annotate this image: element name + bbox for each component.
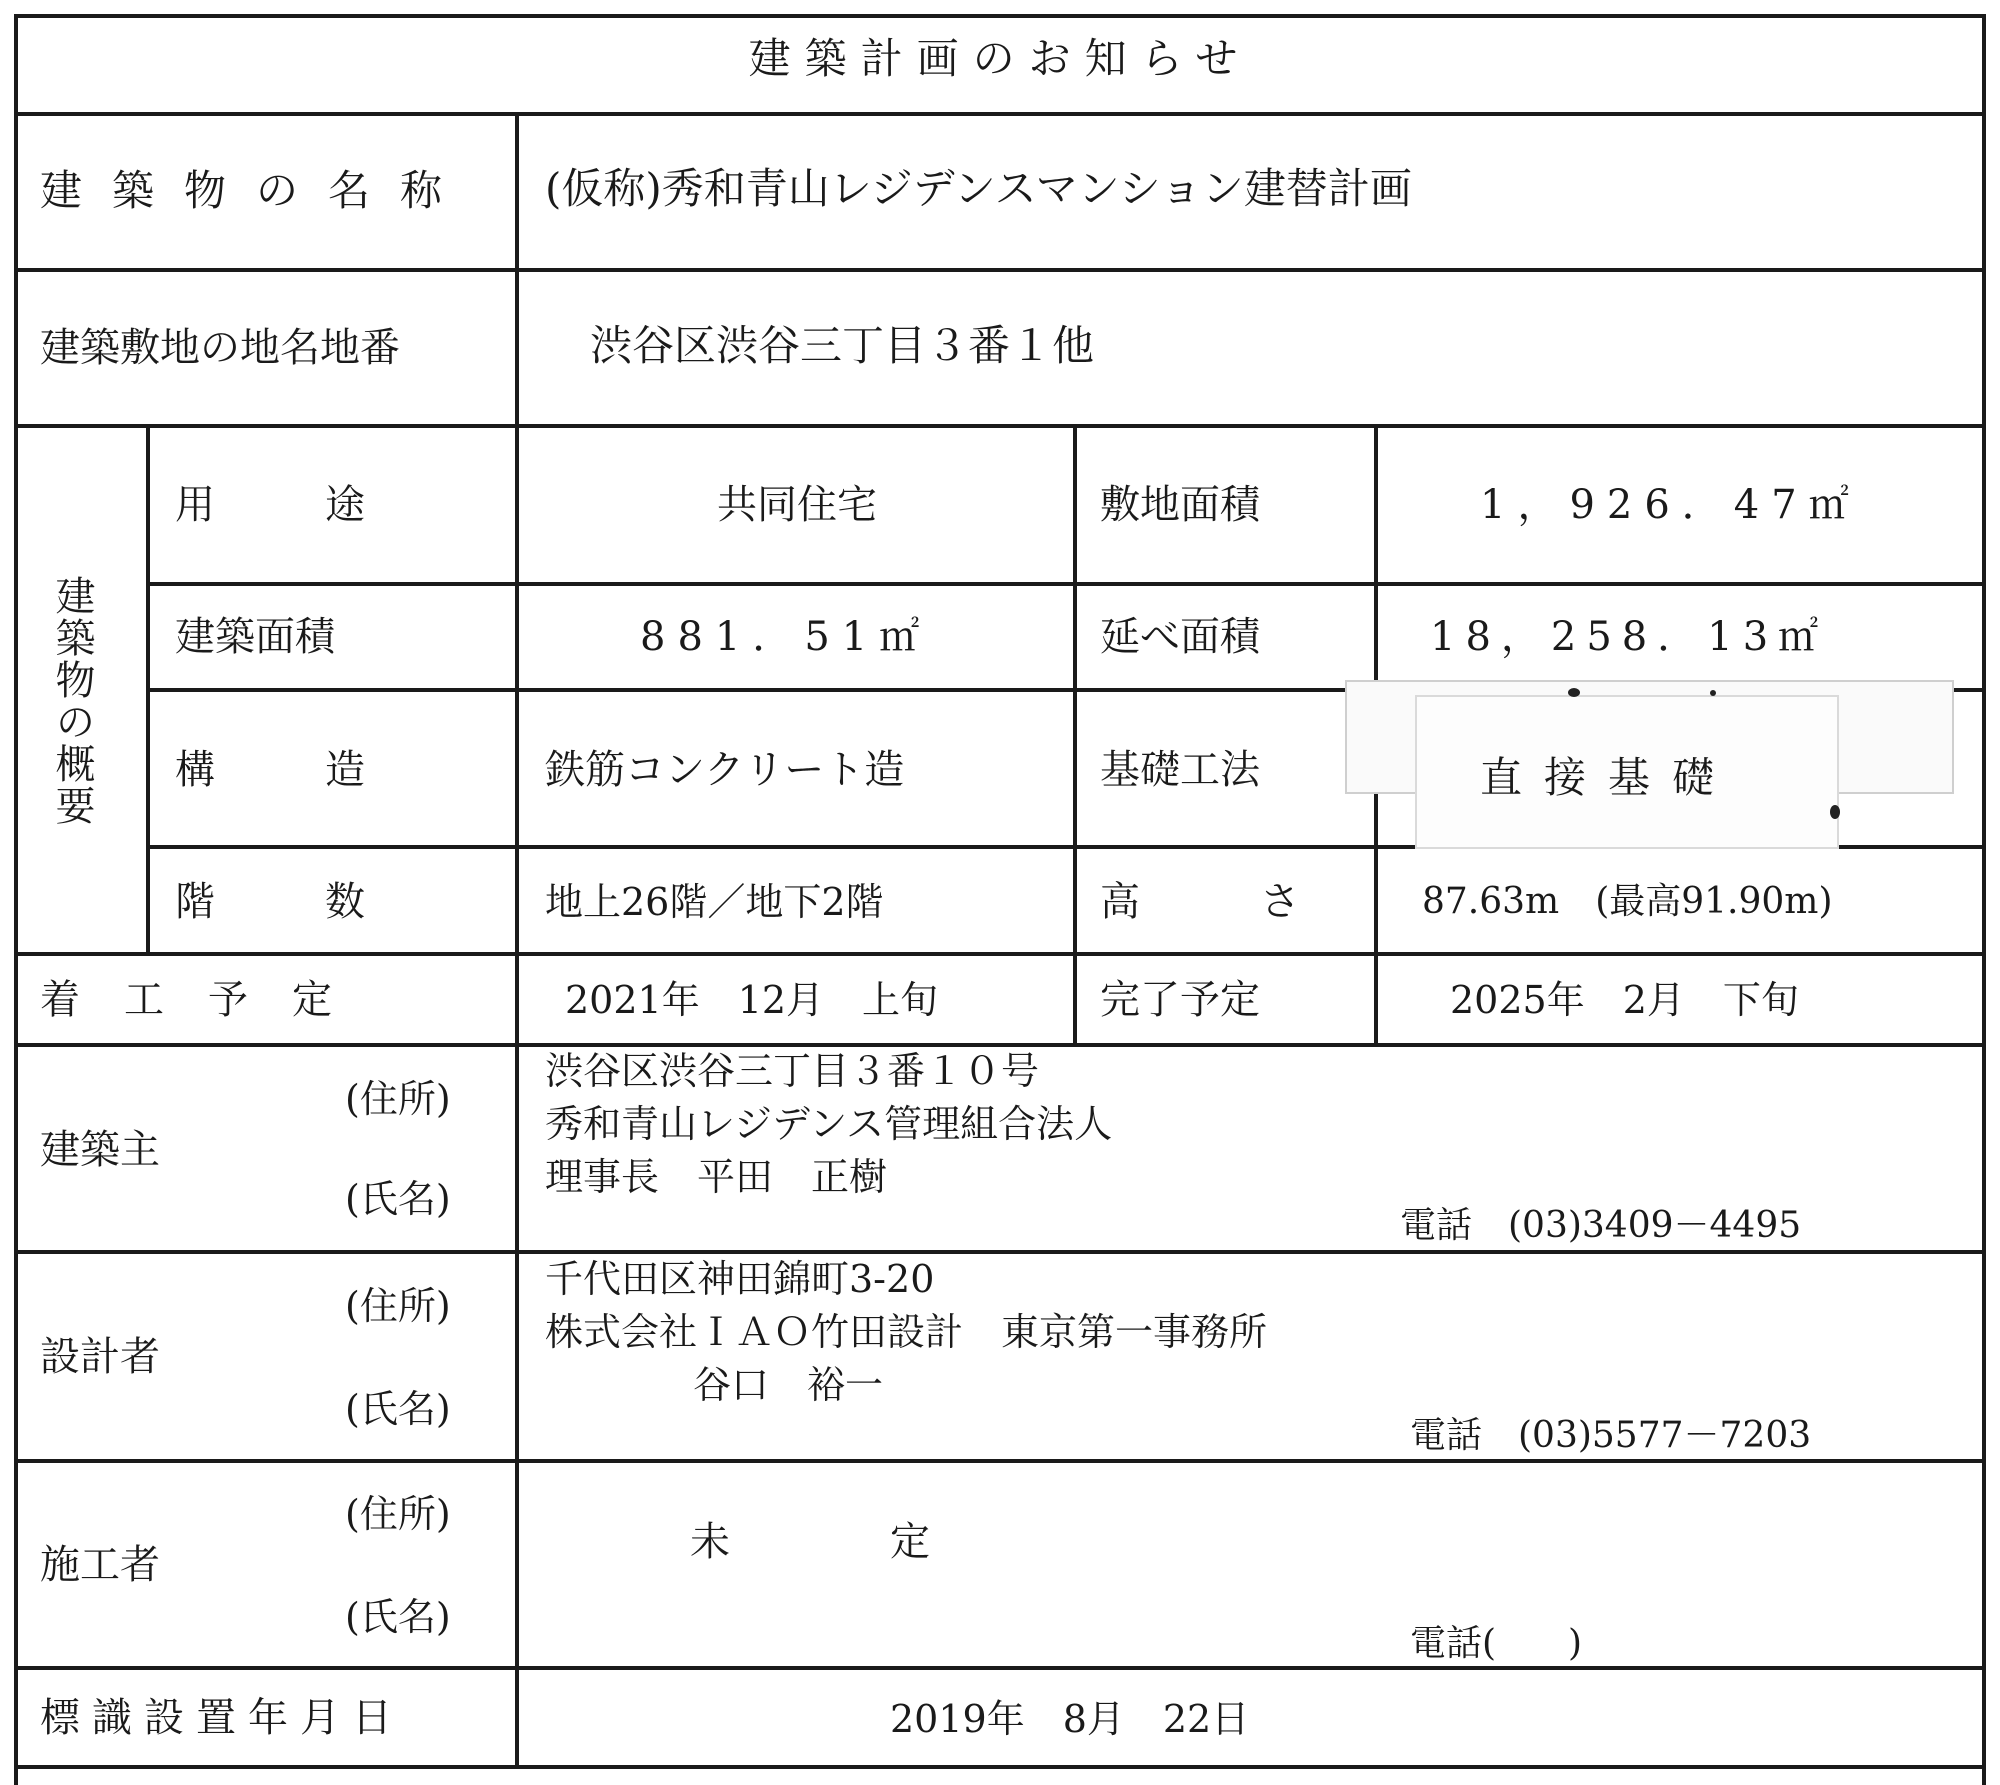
floors-label: 階数 (175, 879, 475, 925)
owner-person: 理事長 平田 正樹 (545, 1155, 888, 1199)
total-floor-area-label: 延べ面積 (1100, 614, 1260, 660)
contractor-label: 施工者 (40, 1542, 160, 1588)
end-label: 完了予定 (1100, 977, 1260, 1023)
sign-date-label: 標識設置年月日 (40, 1695, 404, 1741)
use-label: 用途 (175, 482, 475, 528)
site-address-value: 渋谷区渋谷三丁目３番１他 (590, 321, 1095, 370)
floors-value: 地上26階／地下2階 (545, 880, 884, 924)
site-address-label: 建築敷地の地名地番 (40, 325, 400, 371)
use-value: 共同住宅 (717, 482, 877, 528)
stain-mark (1710, 690, 1716, 696)
contractor-name-label: (氏名) (345, 1595, 451, 1639)
designer-name-label: (氏名) (345, 1387, 451, 1431)
building-area-label: 建築面積 (175, 614, 335, 660)
h-line-name (14, 268, 1986, 272)
sign-title: 建築計画のお知らせ (748, 34, 1252, 83)
start-label: 着工予定 (40, 977, 376, 1023)
h-line-designer (14, 1459, 1986, 1463)
contractor-address-label: (住所) (345, 1492, 451, 1536)
building-area-value: 881．51㎡ (640, 614, 932, 660)
site-area-value: 1，926．47㎡ (1480, 482, 1861, 528)
contractor-phone: 電話( ) (1410, 1623, 1583, 1664)
end-value: 2025年 2月 下旬 (1450, 978, 1799, 1022)
designer-label: 設計者 (40, 1334, 160, 1380)
border-right (1982, 14, 1986, 1785)
owner-address-label: (住所) (345, 1077, 451, 1121)
h-line-ov-1 (148, 582, 1986, 586)
h-line-title (14, 112, 1986, 116)
building-name-value: (仮称)秀和青山レジデンスマンション建替計画 (545, 164, 1412, 213)
overview-group-label: 建築物の概要 (49, 575, 95, 827)
foundation-value: 直接基礎 (1480, 753, 1737, 802)
height-value: 87.63m (最高91.90m) (1422, 881, 1833, 922)
total-floor-area-value: 18，258．13㎡ (1430, 614, 1829, 660)
h-line-site (14, 424, 1986, 428)
owner-address: 渋谷区渋谷三丁目３番１０号 (545, 1049, 1040, 1093)
designer-address: 千代田区神田錦町3-20 (545, 1257, 935, 1301)
h-line-contractor (14, 1666, 1986, 1670)
v-line-label-col (515, 112, 519, 1769)
building-name-label: 建築物の名称 (40, 166, 473, 215)
designer-person: 谷口 裕一 (693, 1363, 884, 1407)
contractor-value: 未 定 (690, 1519, 990, 1565)
start-value: 2021年 12月 上旬 (565, 978, 939, 1022)
h-line-schedule (14, 1043, 1986, 1047)
owner-org: 秀和青山レジデンス管理組合法人 (545, 1102, 1113, 1146)
structure-label: 構造 (175, 747, 475, 793)
border-top (14, 14, 1986, 18)
designer-address-label: (住所) (345, 1284, 451, 1328)
stain-mark (1830, 805, 1840, 819)
foundation-label: 基礎工法 (1100, 747, 1260, 793)
owner-phone: 電話 (03)3409－4495 (1400, 1205, 1802, 1246)
h-line-overview-end (14, 952, 1986, 956)
structure-value: 鉄筋コンクリート造 (545, 747, 905, 793)
designer-org: 株式会社ＩＡＯ竹田設計 東京第一事務所 (545, 1310, 1268, 1354)
height-label: 高さ (1100, 879, 1420, 925)
designer-phone: 電話 (03)5577－7203 (1410, 1415, 1812, 1456)
site-area-label: 敷地面積 (1100, 482, 1260, 528)
v-line-group-col (146, 424, 150, 956)
owner-label: 建築主 (40, 1127, 160, 1173)
h-line-owner (14, 1250, 1986, 1254)
sign-date-value: 2019年 8月 22日 (890, 1697, 1250, 1741)
h-line-date (14, 1765, 1986, 1769)
stain-mark (1568, 688, 1580, 697)
border-left (14, 14, 18, 1785)
owner-name-label: (氏名) (345, 1177, 451, 1221)
